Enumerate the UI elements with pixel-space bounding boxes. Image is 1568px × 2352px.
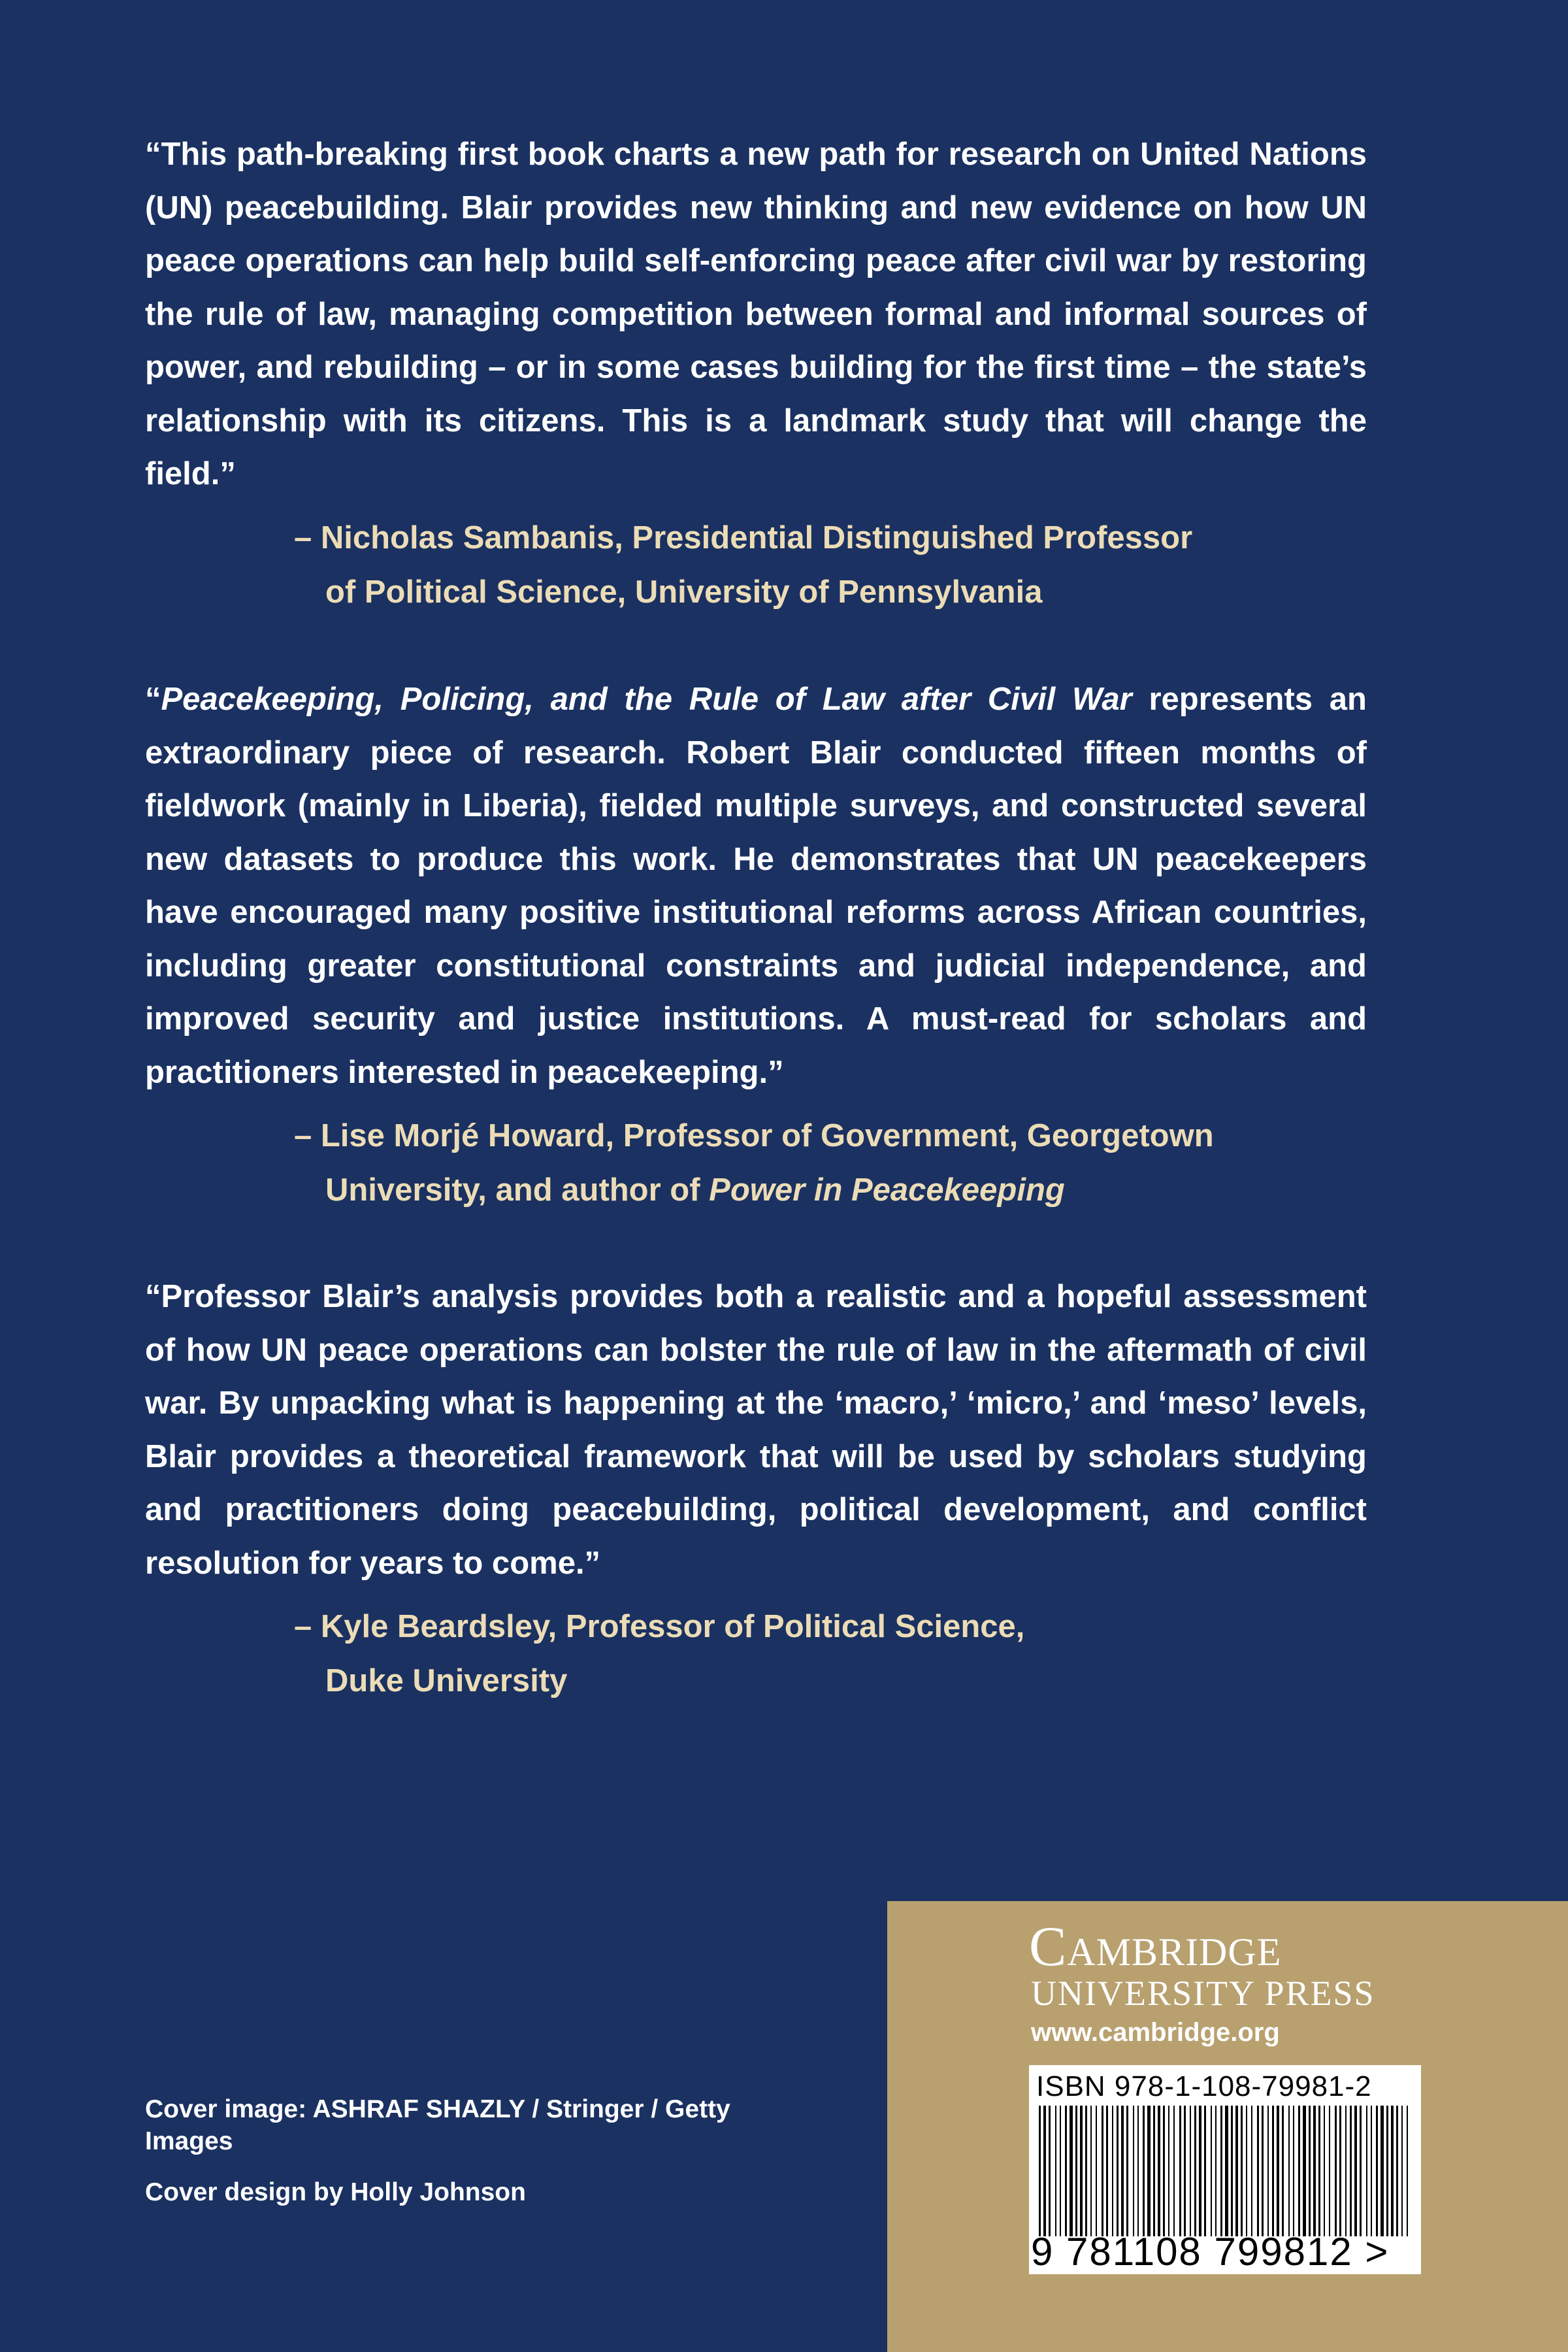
quote-howard: “Peacekeeping, Policing, and the Rule of Law after Civil War represents an extraordinary piece of research. Robert Blair conducted fifteen months of fieldwork (mainly in Liberia), fielded multiple surveys, and constructed several new datasets to produce this work. He demonstrates that UN peacekeepers have encouraged many positive institutional reforms across African countries, including greater constitutional constraints and judicial independence, and improved security and justice institutions. A must-read for scholars and practitioners interested in peacekeeping.” (145, 682, 1367, 1090)
cover-design-credit: Cover design by Holly Johnson (145, 2178, 526, 2206)
publisher-name: Cambridge (1029, 1915, 1282, 1978)
barcode-digits: 9 781108 799812 > (1031, 2230, 1390, 2274)
cited-book-title: Power in Peacekeeping (709, 1172, 1065, 1208)
attribution-line: Duke University (325, 1663, 568, 1698)
attribution-howard (294, 1109, 1405, 1217)
cover-image-credit: Cover image: ASHRAF SHAZLY / Stringer / Getty Images (145, 2095, 730, 2155)
attribution-line: of Political Science, University of Pennsylvania (325, 574, 1043, 610)
book-title: Peacekeeping, Policing, and the Rule of Law after Civil War (161, 682, 1132, 717)
attribution-line: – Kyle Beardsley, Professor of Political Science, (294, 1609, 1025, 1644)
publisher-subtitle: UNIVERSITY PRESS (1031, 1974, 1375, 2013)
barcode-icon (1036, 2106, 1415, 2236)
quote-sambanis: “This path-breaking first book charts a new path for research on United Nations (UN) peacebuilding. Blair provides new thinking and new evidence on how UN peace operations can help build self-enforcing peace after civil war by restoring the rule of law, managing competition between formal and informal sources of power, and rebuilding – or in some cases building for the first time – the state’s relationship with its citizens. This is a landmark study that will change the field.” (145, 137, 1367, 491)
attribution-line: – Lise Morjé Howard, Professor of Government, Georgetown (294, 1118, 1214, 1153)
attribution-beardsley (294, 1600, 1405, 1708)
attribution-line: University, and author of Power in Peacekeeping (325, 1172, 1065, 1208)
isbn-label: ISBN 978-1-108-79981-2 (1036, 2070, 1372, 2102)
quote-beardsley: “Professor Blair’s analysis provides both a realistic and a hopeful assessment of how UN peace operations can bolster the rule of law in the aftermath of civil war. By unpacking what is happening at the ‘macro,’ ‘micro,’ and ‘meso’ levels, Blair provides a theoretical framework that will be used by scholars studying and practitioners doing peacebuilding, political development, and conflict resolution for years to come.” (145, 1279, 1367, 1581)
attribution-sambanis (294, 511, 1405, 620)
publisher-url: www.cambridge.org (1031, 2018, 1280, 2047)
attribution-line: – Nicholas Sambanis, Presidential Distinguished Professor (294, 520, 1193, 555)
